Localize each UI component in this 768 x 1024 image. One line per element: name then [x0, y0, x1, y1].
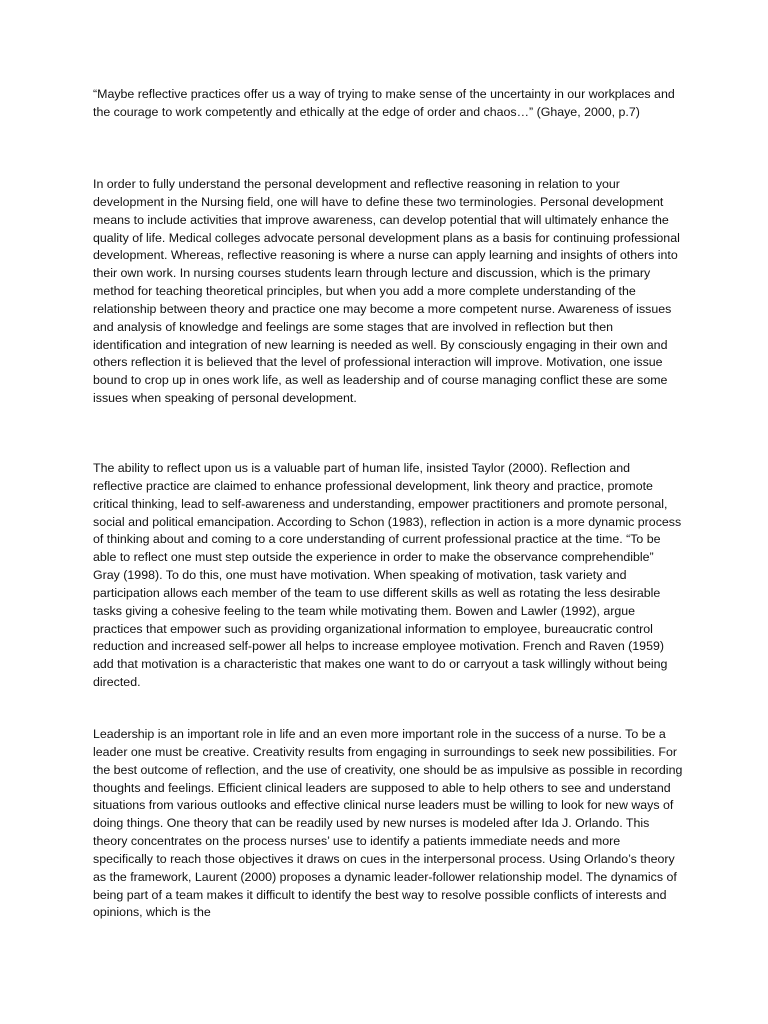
opening-quote: “Maybe reflective practices offer us a way of trying to make sense of the uncertainty in our workplaces and the courage to work competently and ethically at the edge of order and chaos…” (Ghaye, 2000, p.7): [93, 87, 675, 119]
paragraph-reflection-motivation: The ability to reflect upon us is a valuable part of human life, insisted Taylor (2000). Reflection and reflective practice are claimed to enhance professional development, link theory and practice, promote critical thinking, lead to self-awareness and understanding, empower practitioners and promote personal, social and political emancipation. According to Schon (1983), reflection in action is a more dynamic process of thinking about and coming to a core understanding of current professional practice at the time. “To be able to reflect one must step outside the experience in order to make the observance comprehendible” Gray (1998). To do this, one must have motivation. When speaking of motivation, task variety and participation allows each member of the team to use different skills as well as rotating the less desirable tasks giving a cohesive feeling to the team while motivating them. Bowen and Lawler (1992), argue practices that empower such as providing organizational information to employee, bureaucratic control reduction and increased self-power all helps to increase employee motivation. French and Raven (1959) add that motivation is a characteristic that makes one want to do or carryout a task willingly without being directed.: [93, 461, 682, 690]
paragraph-personal-development: In order to fully understand the personal development and reflective reasoning in relation to your development in the Nursing field, one will have to define these two terminologies. Personal development means to include activities that improve awareness, can develop potential that will ultimately enhance the quality of life. Medical colleges advocate personal development plans as a basis for continuing professional development. Whereas, reflective reasoning is where a nurse can apply learning and insights of others into their own work. In nursing courses students learn through lecture and discussion, which is the primary method for teaching theoretical principles, but when you add a more complete understanding of the relationship between theory and practice one may become a more competent nurse. Awareness of issues and analysis of knowledge and feelings are some stages that are involved in reflection but then identification and integration of new learning is needed as well. By consciously engaging in their own and others reflection it is believed that the level of professional interaction will improve. Motivation, one issue bound to crop up in ones work life, as well as leadership and of course managing conflict these are some issues when speaking of personal development.: [93, 177, 680, 406]
paragraph-leadership: Leadership is an important role in life and an even more important role in the success of a nurse. To be a leader one must be creative. Creativity results from engaging in surroundings to seek new possibilities. For the best outcome of reflection, and the use of creativity, one should be as impulsive as possible in recording thoughts and feelings. Efficient clinical leaders are supposed to able to help others to see and understand situations from various outlooks and effective clinical nurse leaders must be willing to look for new ways of doing things. One theory that can be readily used by new nurses is modeled after Ida J. Orlando. This theory concentrates on the process nurses’ use to identify a patients immediate needs and more specifically to reach those objectives it draws on cues in the interpersonal process. Using Orlando’s theory as the framework, Laurent (2000) proposes a dynamic leader-follower relationship model. The dynamics of being part of a team makes it difficult to identify the best way to resolve possible conflicts of interests and opinions, which is the: [93, 727, 683, 920]
